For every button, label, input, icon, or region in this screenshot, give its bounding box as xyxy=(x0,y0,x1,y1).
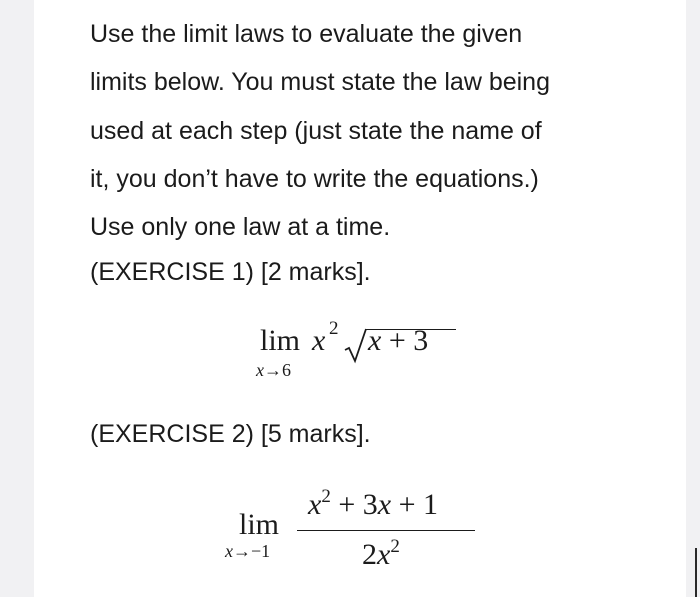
numerator-linear-variable: x xyxy=(377,488,392,521)
instructions-line-5: Use only one law at a time. xyxy=(90,213,391,242)
instructions-paragraph xyxy=(90,10,650,251)
limit-operator: lim xyxy=(239,508,280,541)
approach-variable: x xyxy=(225,541,233,561)
exercise-1-formula xyxy=(256,318,466,388)
denominator-coefficient: 2 xyxy=(362,538,377,571)
scroll-edge-marker xyxy=(695,548,697,597)
fraction-numerator xyxy=(308,486,438,522)
instructions-line-3: used at each step (just state the name of xyxy=(90,116,542,145)
numerator-variable: x xyxy=(308,488,322,521)
limit-subscript xyxy=(256,360,291,381)
approach-arrow: → xyxy=(233,541,251,561)
numerator-coefficient: + 3 xyxy=(338,488,378,521)
radicand-constant: + 3 xyxy=(388,324,429,357)
numerator-exponent: 2 xyxy=(321,486,331,507)
numerator-constant: + 1 xyxy=(398,488,438,521)
radical-sign xyxy=(344,328,370,364)
radicand-variable: x xyxy=(368,324,382,357)
approach-value: −1 xyxy=(251,541,271,561)
fraction-bar xyxy=(297,530,475,531)
denominator-variable: x xyxy=(377,538,391,571)
limit-subscript xyxy=(225,541,270,562)
instructions-line-4: it, you don’t have to write the equations.) xyxy=(90,164,539,193)
instructions-line-1: Use the limit laws to evaluate the given xyxy=(90,20,523,48)
approach-value: 6 xyxy=(282,360,291,380)
base-variable: x xyxy=(312,324,326,357)
fraction-denominator xyxy=(362,536,400,572)
exercise-2-formula xyxy=(225,478,485,578)
denominator-exponent: 2 xyxy=(390,536,400,557)
exercise-1-heading: (EXERCISE 1) [2 marks]. xyxy=(90,258,371,286)
approach-arrow: → xyxy=(264,360,282,380)
limit-operator: lim xyxy=(260,324,301,357)
radicand xyxy=(368,324,428,358)
base-exponent: 2 xyxy=(329,318,339,339)
instructions-line-2: limits below. You must state the law being xyxy=(90,68,550,97)
approach-variable: x xyxy=(256,360,264,380)
exercise-2-heading: (EXERCISE 2) [5 marks]. xyxy=(90,420,371,448)
